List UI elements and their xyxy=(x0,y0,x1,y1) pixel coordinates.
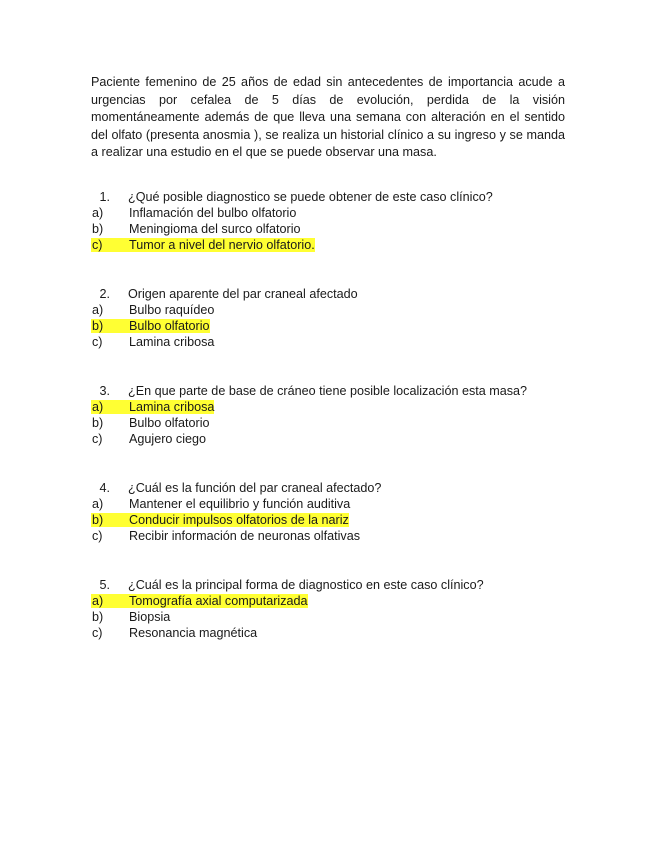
question-stem xyxy=(91,189,561,205)
option-letter: a) xyxy=(92,303,104,317)
option-text: Resonancia magnética xyxy=(129,626,258,640)
question-number: 2. xyxy=(99,287,110,301)
question-stem xyxy=(91,480,561,496)
option-a xyxy=(91,205,561,221)
option-letter: b) xyxy=(91,318,129,334)
option-text: Bulbo olfatorio xyxy=(129,416,210,430)
option-letter: a) xyxy=(92,206,104,220)
option-letter: b) xyxy=(92,416,104,430)
option-b-highlighted xyxy=(91,318,561,334)
question-1 xyxy=(91,189,561,253)
question-number: 1. xyxy=(99,190,110,204)
option-text: Lamina cribosa xyxy=(129,400,215,414)
question-stem xyxy=(91,286,561,302)
question-stem xyxy=(91,577,561,593)
question-text: ¿Cuál es la principal forma de diagnostico en este caso clínico? xyxy=(128,578,484,592)
question-5 xyxy=(91,577,561,641)
question-3 xyxy=(91,383,561,447)
question-number: 4. xyxy=(99,481,110,495)
question-4 xyxy=(91,480,561,544)
option-c-highlighted xyxy=(91,237,561,253)
option-a-highlighted xyxy=(91,593,561,609)
option-letter: b) xyxy=(92,222,104,236)
option-text: Biopsia xyxy=(129,610,171,624)
option-text: Conducir impulsos olfatorios de la nariz xyxy=(129,513,349,527)
option-b-highlighted xyxy=(91,512,561,528)
question-2 xyxy=(91,286,561,350)
option-text: Recibir información de neuronas olfativas xyxy=(129,529,361,543)
option-letter: a) xyxy=(91,399,129,415)
option-text: Tumor a nivel del nervio olfatorio. xyxy=(129,238,315,252)
option-text: Tomografía axial computarizada xyxy=(129,594,308,608)
option-c xyxy=(91,625,561,641)
option-letter: c) xyxy=(92,529,103,543)
option-a-highlighted xyxy=(91,399,561,415)
option-text: Mantener el equilibrio y función auditiva xyxy=(129,497,351,511)
option-c xyxy=(91,431,561,447)
option-letter: c) xyxy=(91,237,129,253)
option-letter: c) xyxy=(92,335,103,349)
question-number: 3. xyxy=(99,384,110,398)
option-letter: a) xyxy=(92,497,104,511)
question-number: 5. xyxy=(99,578,110,592)
question-text: ¿En que parte de base de cráneo tiene posible localización esta masa? xyxy=(128,384,528,398)
question-text: ¿Cuál es la función del par craneal afectado? xyxy=(128,481,382,495)
option-c xyxy=(91,528,561,544)
option-a xyxy=(91,302,561,318)
option-a xyxy=(91,496,561,512)
option-text: Agujero ciego xyxy=(129,432,207,446)
option-text: Bulbo raquídeo xyxy=(129,303,215,317)
option-letter: a) xyxy=(91,593,129,609)
option-letter: c) xyxy=(92,626,103,640)
question-text: ¿Qué posible diagnostico se puede obtener de este caso clínico? xyxy=(128,190,493,204)
question-stem xyxy=(91,383,561,399)
option-b xyxy=(91,609,561,625)
option-letter: c) xyxy=(92,432,103,446)
option-c xyxy=(91,334,561,350)
option-text: Inflamación del bulbo olfatorio xyxy=(129,206,297,220)
option-text: Bulbo olfatorio xyxy=(129,319,210,333)
option-letter: b) xyxy=(92,610,104,624)
option-b xyxy=(91,415,561,431)
option-text: Meningioma del surco olfatorio xyxy=(129,222,301,236)
question-text: Origen aparente del par craneal afectado xyxy=(128,287,358,301)
option-letter: b) xyxy=(91,512,129,528)
option-text: Lamina cribosa xyxy=(129,335,215,349)
option-b xyxy=(91,221,561,237)
case-description: Paciente femenino de 25 años de edad sin antecedentes de importancia acude a urgencias por cefalea de 5 días de evolución, perdida de la visión momentáneamente además de que lleva una semana con alteración en el sentido del olfato (presenta anosmia ), se realiza un historial clínico a su ingreso y se manda a realizar una estudio en el que se puede observar una masa. xyxy=(91,75,565,160)
